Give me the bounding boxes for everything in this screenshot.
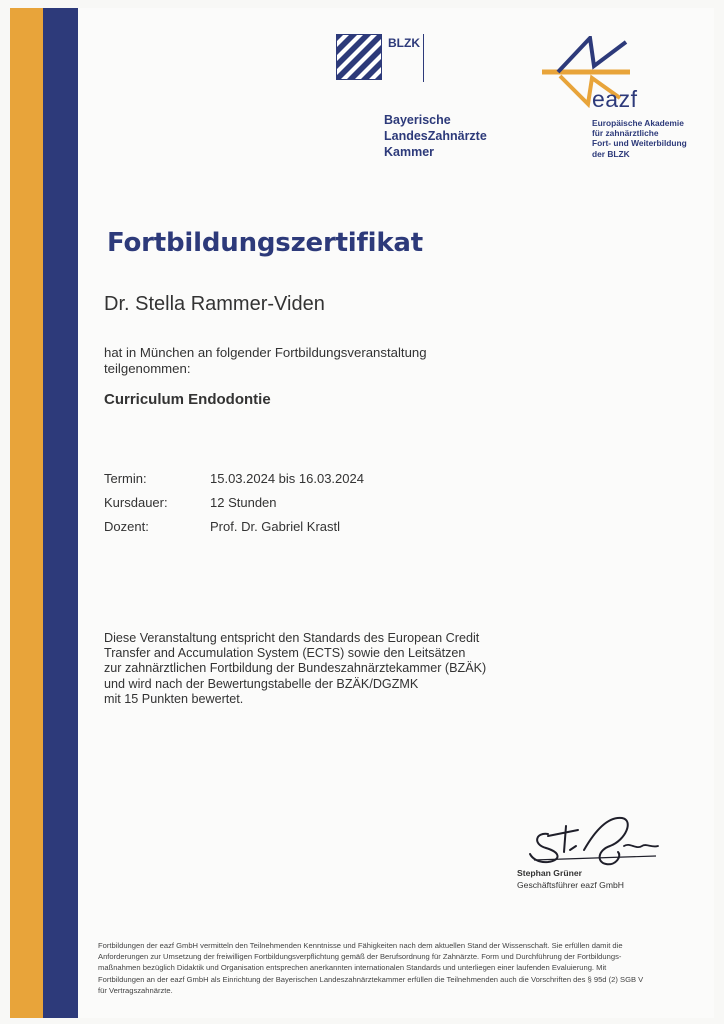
eazf-desc-line: für zahnärztliche bbox=[592, 128, 659, 139]
orange-side-stripe bbox=[10, 8, 43, 1018]
handwritten-signature bbox=[526, 806, 666, 872]
eazf-desc-line: Europäische Akademie bbox=[592, 118, 684, 128]
eazf-wordmark: eazf bbox=[592, 86, 638, 112]
course-name: Curriculum Endodontie bbox=[104, 391, 271, 408]
footer-legal-text bbox=[98, 940, 698, 996]
certificate-title: Fortbildungszertifikat bbox=[107, 228, 423, 258]
blzk-abbreviation: BLZK bbox=[388, 36, 420, 50]
detail-label: Dozent: bbox=[104, 519, 149, 534]
eazf-description bbox=[592, 118, 712, 159]
detail-label: Termin: bbox=[104, 471, 147, 486]
eazf-desc-line: der BLZK bbox=[592, 148, 630, 159]
blzk-name-line: Kammer bbox=[384, 145, 435, 159]
detail-value: 15.03.2024 bis 16.03.2024 bbox=[210, 471, 364, 486]
detail-value: Prof. Dr. Gabriel Krastl bbox=[210, 519, 341, 534]
statement-line: mit 15 Punkten bewertet. bbox=[104, 691, 244, 706]
intro-line: teilgenommen: bbox=[104, 361, 191, 376]
statement-line: Transfer and Accumulation System (ECTS) sowie den Leitsätzen bbox=[104, 646, 466, 661]
blzk-full-name bbox=[384, 112, 524, 160]
blue-side-stripe bbox=[43, 8, 78, 1018]
blzk-name-line: Bayerische bbox=[384, 113, 451, 127]
participation-text bbox=[104, 345, 484, 377]
signer-name: Stephan Grüner bbox=[517, 868, 582, 878]
footer-line: Anforderungen zur Umsetzung der freiwilligen Fortbildungsverpflichtung gemäß der Berufsordnung für Zahnärzte. Form und Durchführung der Fortbildungs- bbox=[98, 952, 622, 962]
detail-value: 12 Stunden bbox=[210, 495, 277, 510]
statement-line: Diese Veranstaltung entspricht den Standards des European Credit bbox=[104, 631, 480, 645]
detail-label: Kursdauer: bbox=[104, 495, 168, 510]
blzk-name-line: LandesZahnärzte bbox=[384, 129, 487, 143]
eazf-desc-line: Fort- und Weiterbildung bbox=[592, 138, 687, 149]
blzk-logo-icon bbox=[336, 34, 382, 80]
intro-line: hat in München an folgender Fortbildungsveranstaltung bbox=[104, 345, 427, 360]
footer-line: Fortbildungen an der eazf GmbH als Einrichtung der Bayerischen Landeszahnärztekammer erfüllen die Teilnehmenden auch die Vorschriften des § 95d (2) SGB V bbox=[98, 974, 644, 984]
footer-line: für Vertragszahnärzte. bbox=[98, 985, 173, 995]
footer-line: maßnahmen bezüglich Didaktik und Organisation entsprechen anerkannten internationalen Standards und unterliegen einer laufenden Evaluierung. Mit bbox=[98, 963, 607, 973]
recipient-name: Dr. Stella Rammer-Viden bbox=[104, 293, 325, 315]
logo-divider bbox=[423, 34, 424, 82]
accreditation-statement bbox=[104, 631, 534, 707]
statement-line: zur zahnärztlichen Fortbildung der Bundeszahnärztekammer (BZÄK) bbox=[104, 661, 487, 676]
footer-line: Fortbildungen der eazf GmbH vermitteln den Teilnehmenden Kenntnisse und Fähigkeiten nach dem aktuellen Stand der Wissenschaft. Sie erfüllen damit die bbox=[98, 941, 623, 950]
signer-role: Geschäftsführer eazf GmbH bbox=[517, 880, 624, 890]
statement-line: und wird nach der Bewertungstabelle der BZÄK/DGZMK bbox=[104, 676, 419, 691]
